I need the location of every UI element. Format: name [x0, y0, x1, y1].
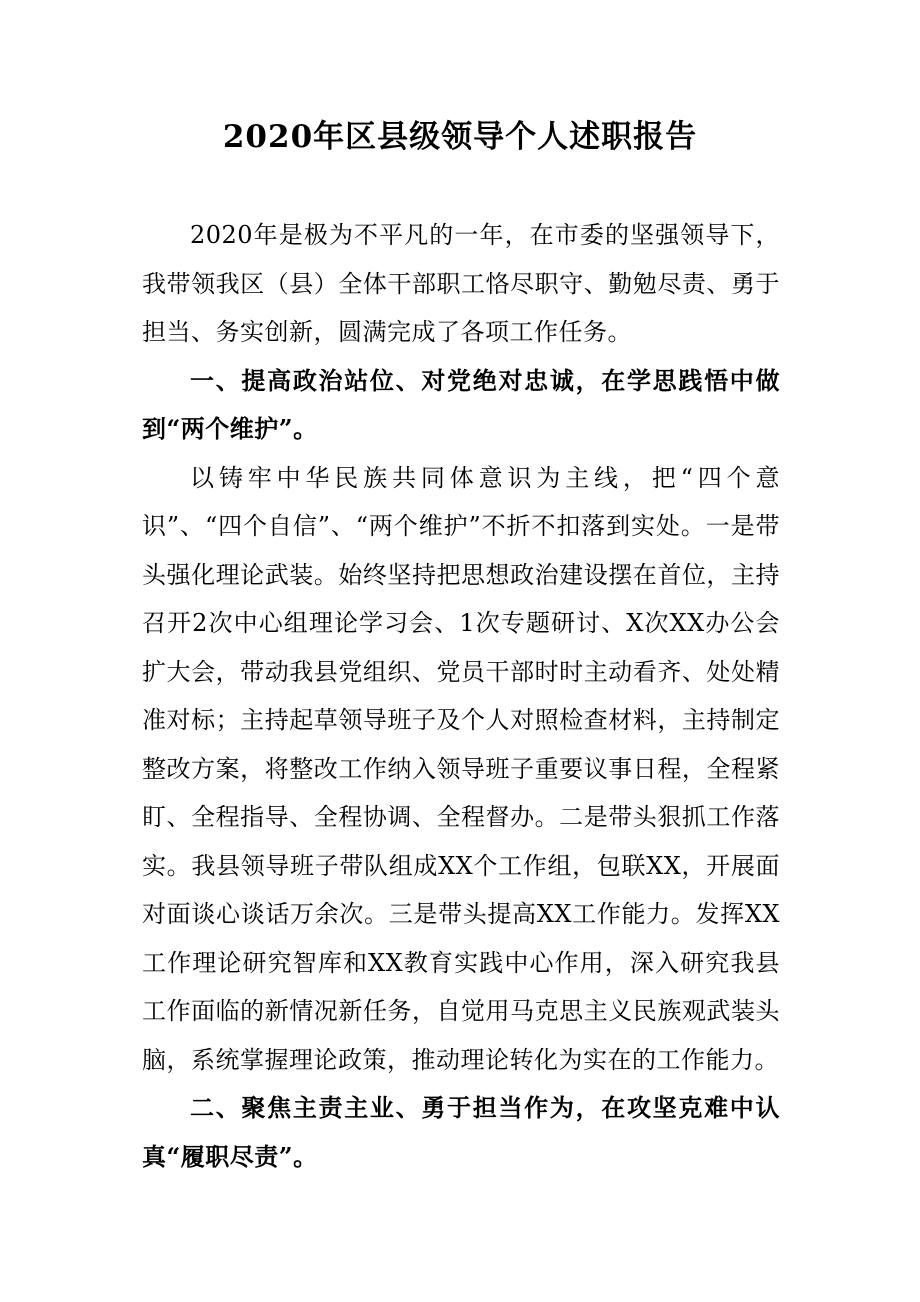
section-heading-1: 一、提高政治站位、对党绝对忠诚，在学思践悟中做到“两个维护”。	[142, 365, 780, 443]
section-heading-2: 二、聚焦主责主业、勇于担当作为，在攻坚克难中认真“履职尽责”。	[142, 1093, 780, 1171]
section-1-paragraph: 以铸牢中华民族共同体意识为主线，把“四个意识”、“四个自信”、“两个维护”不折不扣落到实处。一是带头强化理论武装。始终坚持把思想政治建设摆在首位，主持召开2次中心组理论学习会、1次专题研讨、X次XX办公会扩大会，带动我县党组织、党员干部时时主动看齐、处处精准对标；主持起草领导班子及个人对照检查材料，主持制定整改方案，将整改工作纳入领导班子重要议事日程，全程紧盯、全程指导、全程协调、全程督办。二是带头狠抓工作落实。我县领导班子带队组成XX个工作组，包联XX，开展面对面谈心谈话万余次。三是带头提高XX工作能力。发挥XX工作理论研究智库和XX教育实践中心作用，深入研究我县工作面临的新情况新任务，自觉用马克思主义民族观武装头脑，系统掌握理论政策，推动理论转化为实在的工作能力。	[142, 463, 780, 1074]
document-body	[142, 211, 780, 1181]
intro-paragraph: 2020年是极为不平凡的一年，在市委的坚强领导下，我带领我区（县）全体干部职工恪尽职守、勤勉尽责、勇于担当、务实创新，圆满完成了各项工作任务。	[142, 221, 780, 346]
document-title: 2020年区县级领导个人述职报告	[222, 119, 698, 155]
